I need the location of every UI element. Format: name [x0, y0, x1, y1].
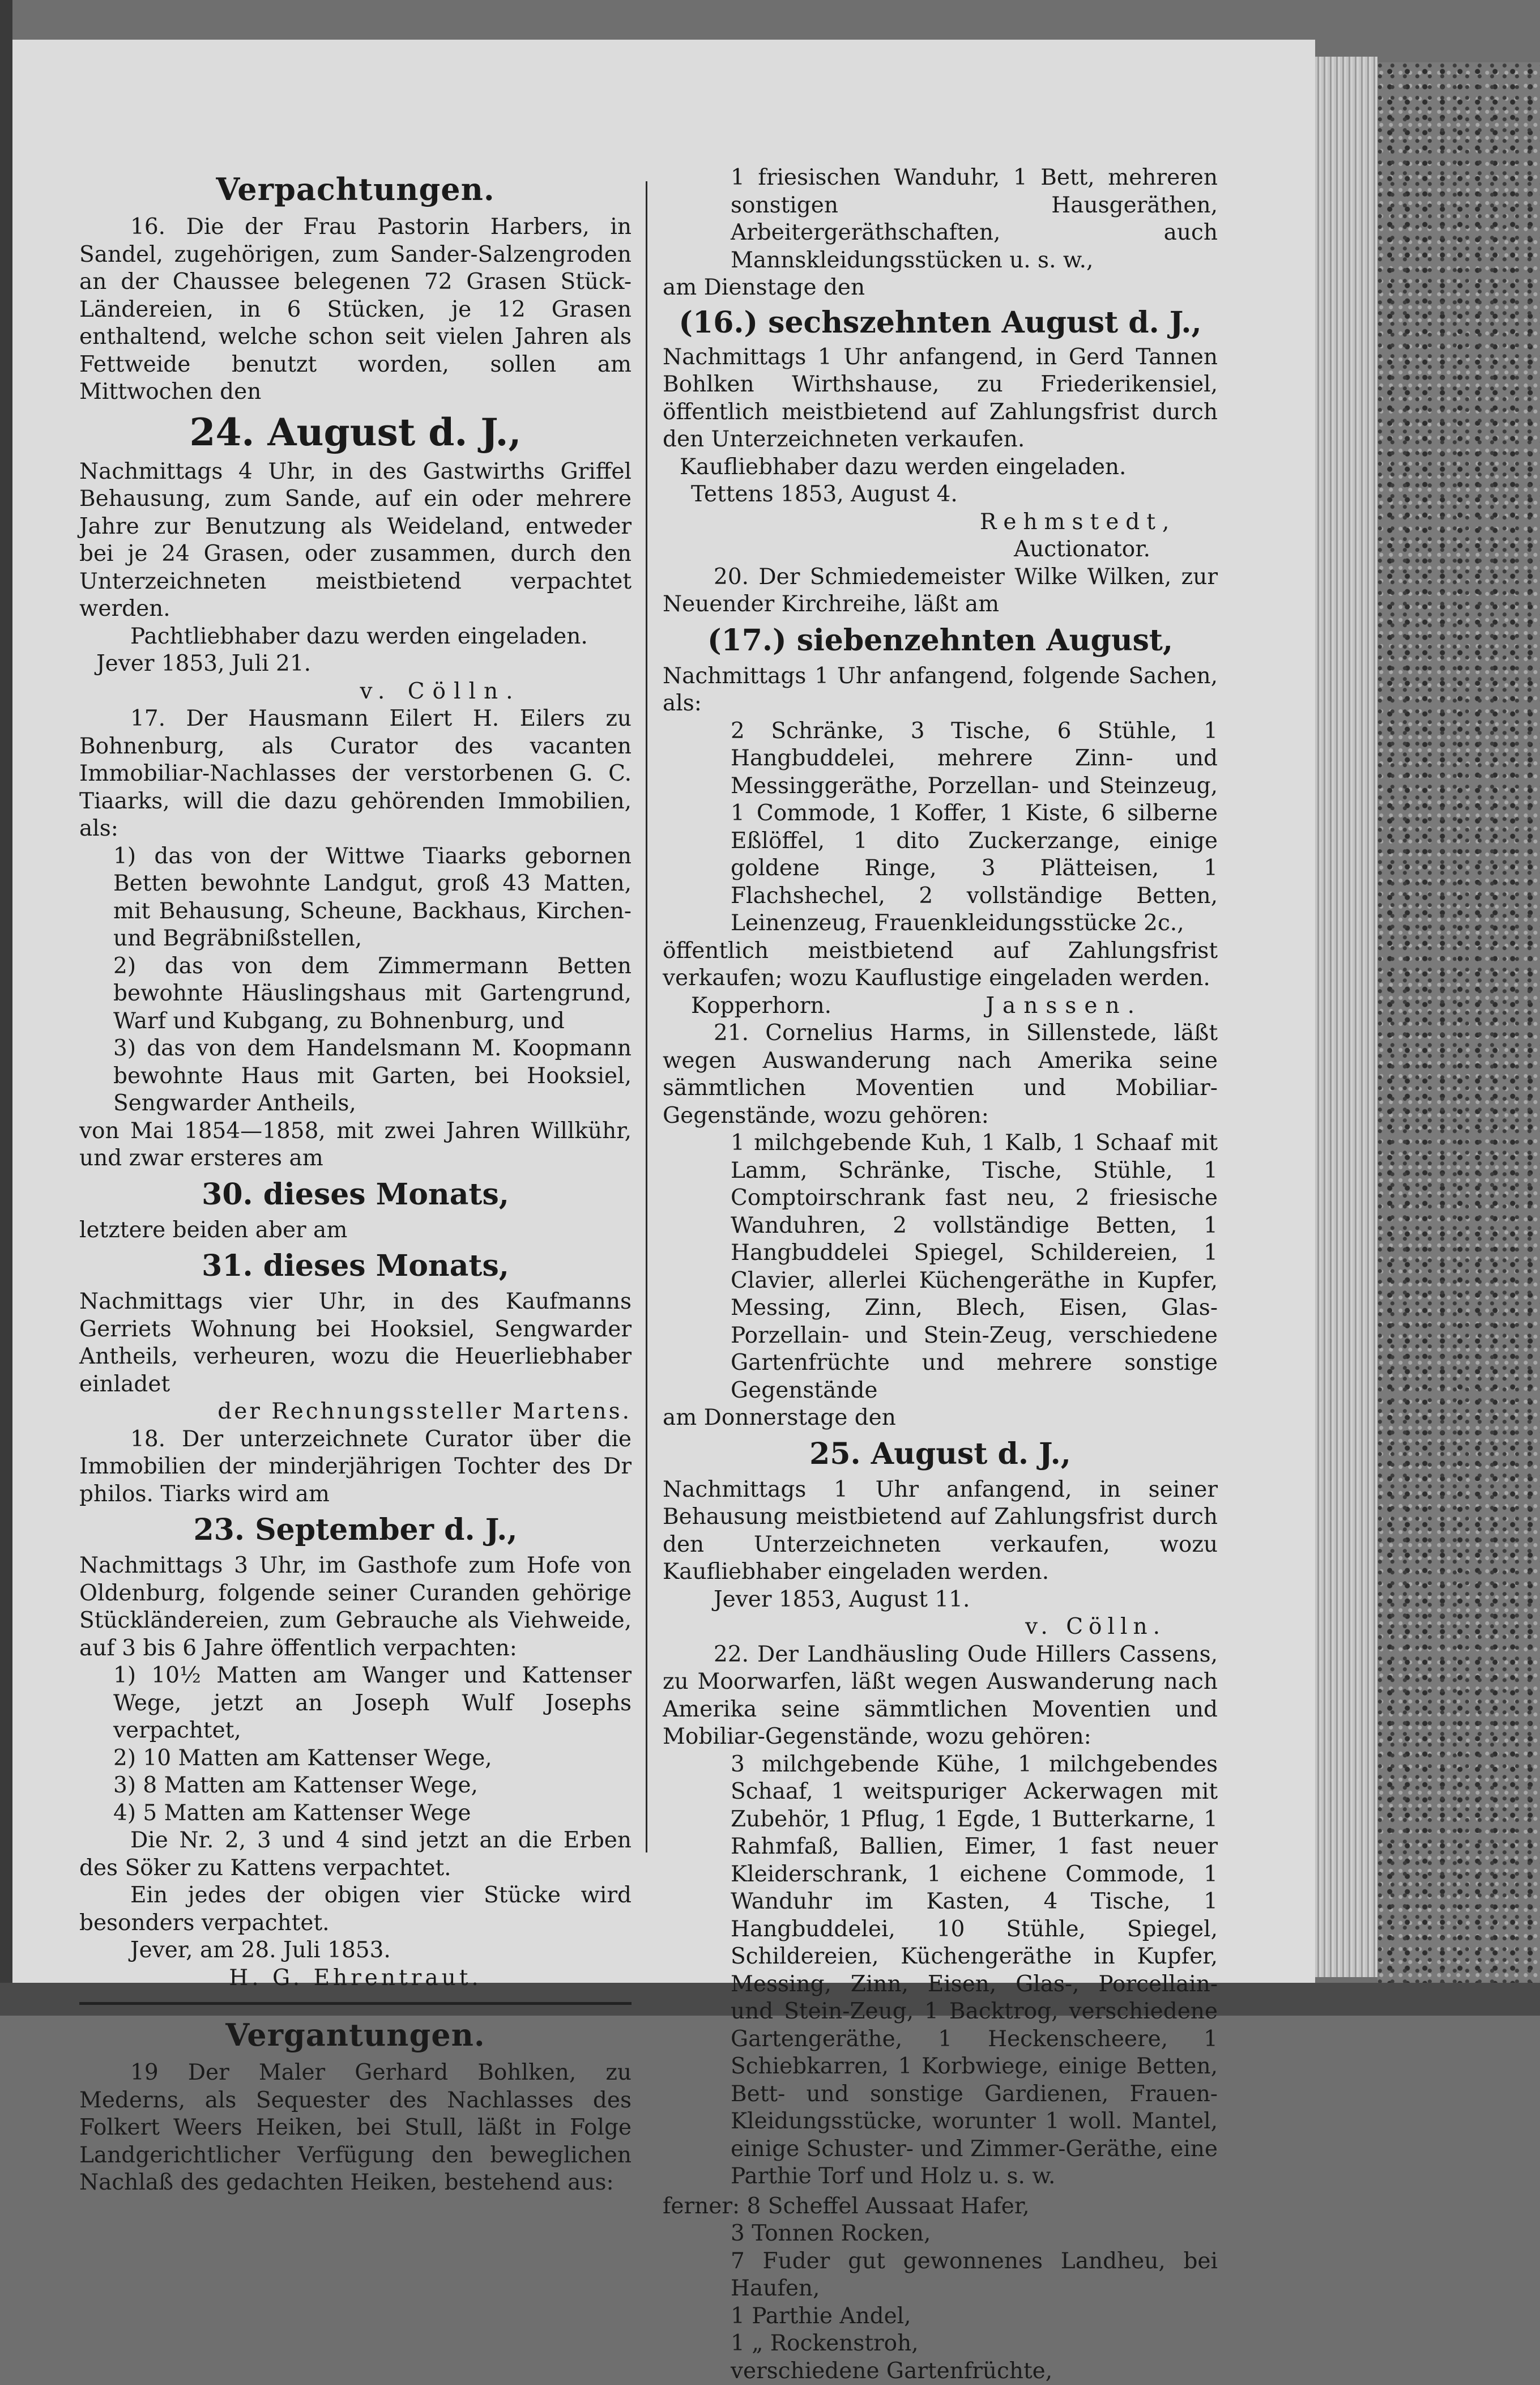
notice-19-place-date: Tettens 1853, August 4.: [663, 481, 1218, 509]
notice-18-note: Ein jedes der obigen vier Stücke wird besonders verpachtet.: [79, 1882, 632, 1937]
right-column: [663, 164, 1218, 2385]
list-item: 2) das von dem Zimmermann Betten bewohnte Häuslingshaus mit Gartengrund, Warf und Kubgang, zu Bohnenburg, und: [79, 953, 632, 1036]
list-item: 2) 10 Matten am Kattenser Wege,: [79, 1745, 632, 1773]
notice-17-body: von Mai 1854—1858, mit zwei Jahren Willkühr, und zwar ersteres am: [79, 1118, 632, 1173]
signature: v. Cölln.: [79, 678, 632, 706]
date-heading: 24. August d. J.,: [79, 407, 632, 457]
notice-21-body: Nachmittags 1 Uhr anfangend, in seiner Behausung meistbietend auf Zahlungsfrist durch den Unterzeichneten verkaufen, wozu Kaufliebhaber eingeladen werden.: [663, 1476, 1218, 1586]
signature-title: Auctionator.: [663, 536, 1218, 564]
list-item: 1 Parthie Andel,: [663, 2303, 1218, 2331]
section-heading-verpachtungen: Verpachtungen.: [79, 167, 632, 211]
date-heading: 25. August d. J.,: [663, 1436, 1218, 1473]
notice-19-invite: Kaufliebhaber dazu werden eingeladen.: [663, 454, 1218, 482]
list-item: 3) das von dem Handelsmann M. Koopmann bewohnte Haus mit Garten, bei Hooksiel, Sengwarder Antheils,: [79, 1035, 632, 1118]
notice-17: 17. Der Hausmann Eilert H. Eilers zu Bohnenburg, als Curator des vacanten Immobiliar-Nachlasses der verstorbenen G. C. Tiaarks, will die dazu gehörenden Immobilien, als:: [79, 705, 632, 843]
notice-18-body: Nachmittags 3 Uhr, im Gasthofe zum Hofe von Oldenburg, folgende seiner Curanden gehörige Stückländereien, zum Gebrauche als Viehweide, auf 3 bis 6 Jahre öffentlich verpachten:: [79, 1552, 632, 1662]
place-name: Kopperhorn.: [691, 993, 831, 1019]
notice-19-items: 1 friesischen Wanduhr, 1 Bett, mehreren sonstigen Hausgeräthen, Arbeitergeräthschaften, auch Mannskleidungsstücken u. s. w.,: [663, 164, 1218, 274]
signature: H. G. Ehrentraut.: [79, 1965, 632, 1992]
scan-background: [0, 0, 12, 2016]
notice-18-note: Die Nr. 2, 3 und 4 sind jetzt an die Erben des Söker zu Kattens verpachtet.: [79, 1827, 632, 1882]
section-heading-vergantungen: Vergantungen.: [79, 2013, 632, 2057]
list-item: verschiedene Gartenfrüchte,: [663, 2358, 1218, 2385]
further-items: [663, 2193, 1218, 2221]
signature: v. Cölln.: [663, 1613, 1218, 1641]
marbled-cover: [1377, 62, 1540, 1983]
list-item: 4) 5 Matten am Kattenser Wege: [79, 1800, 632, 1828]
signature: Rehmstedt,: [663, 509, 1218, 536]
notice-16-invite: Pachtliebhaber dazu werden eingeladen.: [79, 623, 632, 651]
notice-20-items: 2 Schränke, 3 Tische, 6 Stühle, 1 Hangbuddelei, mehrere Zinn- und Messinggeräthe, Porzellan- und Steinzeug, 1 Commode, 1 Koffer, 1 Kiste, 6 silberne Eßlöffel, 1 dito Zuckerzange, einige goldene Ringe, 3 Plätteisen, 1 Flachshechel, 2 vollständige Betten, Leinenzeug, Frauenkleidungsstücke 2c.,: [663, 718, 1218, 938]
date-heading: 31. dieses Monats,: [79, 1247, 632, 1285]
left-column: [79, 167, 632, 2197]
notice-20: 20. Der Schmiedemeister Wilke Wilken, zur Neuender Kirchreihe, läßt am: [663, 564, 1218, 619]
notice-20-body: Nachmittags 1 Uhr anfangend, folgende Sachen, als:: [663, 663, 1218, 718]
section-rule: [79, 2002, 632, 2005]
notice-20-place: [663, 993, 1218, 1020]
list-item: 3 Tonnen Rocken,: [663, 2220, 1218, 2248]
notice-21-text: am Donnerstage den: [663, 1404, 1218, 1432]
notice-17-body2: Nachmittags vier Uhr, in des Kaufmanns Gerriets Wohnung bei Hooksiel, Sengwarder Antheils, verheuren, wozu die Heuerliebhaber einladet: [79, 1288, 632, 1398]
notice-22: 22. Der Landhäusling Oude Hillers Cassens, zu Moorwarfen, läßt wegen Auswanderung nach Amerika seine sämmtlichen Moventien und Mobiliar-Gegenstände, wozu gehören:: [663, 1641, 1218, 1751]
further-label: ferner:: [663, 2194, 740, 2219]
list-item: 8 Scheffel Aussaat Hafer,: [747, 2194, 1030, 2219]
notice-19-body: Nachmittags 1 Uhr anfangend, in Gerd Tannen Bohlken Wirthshause, zu Friederikensiel, öffentlich meistbietend auf Zahlungsfrist durch den Unterzeichneten verkaufen.: [663, 344, 1218, 454]
page-edges: [1315, 57, 1377, 1977]
notice-17-text: letztere beiden aber am: [79, 1217, 632, 1245]
notice-16: 16. Die der Frau Pastorin Harbers, in Sandel, zugehörigen, zum Sander-Salzengroden an der Chaussee belegenen 72 Grasen Stück-Ländereien, in 6 Stücken, je 12 Grasen enthaltend, welche schon seit vielen Jahren als Fettweide benutzt worden, sollen am Mittwochen den: [79, 214, 632, 406]
list-item: 1) 10½ Matten am Wanger und Kattenser Wege, jetzt an Joseph Wulf Josephs verpachtet,: [79, 1662, 632, 1745]
date-heading: 23. September d. J.,: [79, 1511, 632, 1549]
date-heading: (17.) siebenzehnten August,: [663, 622, 1218, 659]
list-item: 7 Fuder gut gewonnenes Landheu, bei Haufen,: [663, 2248, 1218, 2303]
date-heading: (16.) sechszehnten August d. J.,: [663, 303, 1218, 343]
signature: der Rechnungssteller Martens.: [79, 1398, 632, 1426]
notice-19: 19 Der Maler Gerhard Bohlken, zu Mederns, als Sequester des Nachlasses des Folkert Weers Heiken, bei Stull, läßt in Folge Landgerichtlicher Verfügung den beweglichen Nachlaß des gedachten Heiken, bestehend aus:: [79, 2059, 632, 2197]
notice-18-place-date: Jever, am 28. Juli 1853.: [79, 1937, 632, 1965]
notice-19-text: am Dienstage den: [663, 274, 1218, 302]
list-item: 1 „ Rockenstroh,: [663, 2330, 1218, 2358]
column-divider: [646, 181, 647, 1852]
notice-21-place-date: Jever 1853, August 11.: [663, 1586, 1218, 1614]
notice-16-body: Nachmittags 4 Uhr, in des Gastwirths Griffel Behausung, zum Sande, auf ein oder mehrere Jahre zur Benutzung als Weideland, entweder bei je 24 Grasen, oder zusammen, durch den Unterzeichneten meistbietend verpachtet werden.: [79, 458, 632, 623]
notice-16-place-date: Jever 1853, Juli 21.: [79, 650, 632, 678]
notice-22-items: 3 milchgebende Kühe, 1 milchgebendes Schaaf, 1 weitspuriger Ackerwagen mit Zubehör, 1 Pflug, 1 Egde, 1 Butterkarne, 1 Rahmfaß, Ballien, Eimer, 1 fast neuer Kleiderschrank, 1 eichene Commode, 1 Wanduhr im Kasten, 4 Tische, 1 Hangbuddelei, 10 Stühle, Spiegel, Schildereien, Küchengeräthe in Kupfer, Messing, Zinn, Eisen, Glas-, Porcellain- und Stein-Zeug, 1 Backtrog, verschiedene Gartengeräthe, 1 Heckenscheere, 1 Schiebkarren, 1 Korbwiege, einige Betten, Bett- und sonstige Gardienen, Frauen-Kleidungsstücke, worunter 1 woll. Mantel, einige Schuster- und Zimmer-Geräthe, eine Parthie Torf und Holz u. s. w.: [663, 1751, 1218, 2191]
notice-21-items: 1 milchgebende Kuh, 1 Kalb, 1 Schaaf mit Lamm, Schränke, Tische, Stühle, 1 Comptoirschrank fast neu, 2 friesische Wanduhren, 2 vollständige Betten, 1 Hangbuddelei Spiegel, Schildereien, 1 Clavier, allerlei Küchengeräthe in Kupfer, Messing, Zinn, Blech, Eisen, Glas-Porzellain- und Stein-Zeug, verschiedene Gartenfrüchte und mehrere sonstige Gegenstände: [663, 1130, 1218, 1404]
list-item: 1) das von der Wittwe Tiaarks gebornen Betten bewohnte Landgut, groß 43 Matten, mit Behausung, Scheune, Backhaus, Kirchen- und Begräbnißstellen,: [79, 843, 632, 953]
notice-18: 18. Der unterzeichnete Curator über die Immobilien der minderjährigen Tochter des Dr philos. Tiarks wird am: [79, 1426, 632, 1509]
notice-20-body2: öffentlich meistbietend auf Zahlungsfrist verkaufen; wozu Kauflustige eingeladen werden.: [663, 938, 1218, 993]
date-heading: 30. dieses Monats,: [79, 1176, 632, 1213]
list-item: 3) 8 Matten am Kattenser Wege,: [79, 1772, 632, 1800]
notice-21: 21. Cornelius Harms, in Sillenstede, läßt wegen Auswanderung nach Amerika seine sämmtlichen Moventien und Mobiliar-Gegenstände, wozu gehören:: [663, 1020, 1218, 1130]
signature: Janssen.: [838, 993, 1142, 1019]
